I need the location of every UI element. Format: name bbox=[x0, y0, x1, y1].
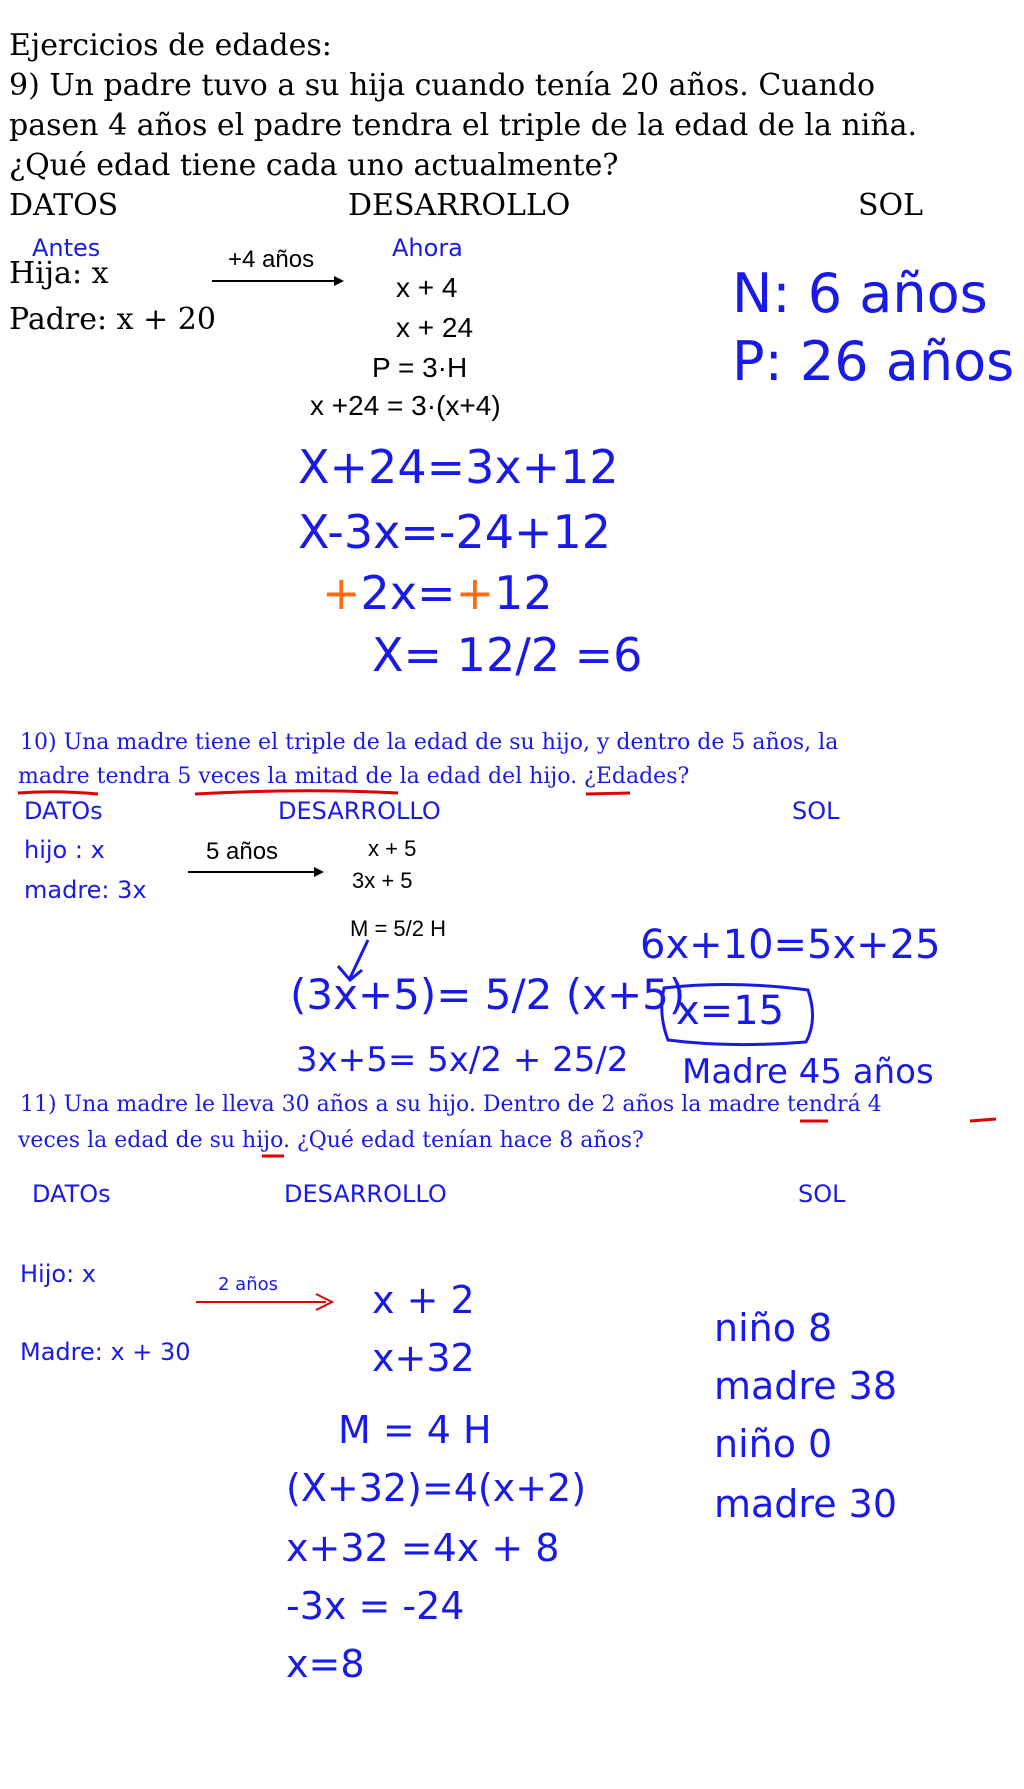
problem-9-line-3: ¿Qué edad tiene cada uno actualmente? bbox=[9, 148, 619, 183]
p9-ahora-label: Ahora bbox=[392, 234, 463, 262]
p11-step-3: -3x = -24 bbox=[286, 1584, 465, 1628]
p11-hijo: Hijo: x bbox=[20, 1260, 96, 1288]
p11-col-datos: DATOs bbox=[32, 1180, 111, 1208]
problem-11-line-1: 11) Una madre le lleva 30 años a su hijo. Dentro de 2 años la madre tendrá 4 bbox=[20, 1092, 882, 1117]
p9-solution-padre: P: 26 años bbox=[732, 330, 1015, 393]
p10-solution-x: x=15 bbox=[676, 988, 785, 1034]
p10-expr-madre: 3x + 5 bbox=[352, 868, 413, 893]
p9-equation: x +24 = 3·(x+4) bbox=[310, 390, 501, 421]
p11-col-sol: SOL bbox=[798, 1180, 846, 1208]
p9-step-4: X= 12/2 =6 bbox=[372, 628, 643, 682]
p9-step-3: +2x=+12 bbox=[322, 566, 553, 620]
p11-expr-hijo: x + 2 bbox=[372, 1278, 475, 1322]
problem-11-line-2: veces la edad de su hijo. ¿Qué edad tenían hace 8 años? bbox=[18, 1128, 644, 1153]
p11-solution-2: madre 38 bbox=[714, 1364, 898, 1408]
problem-10-line-1: 10) Una madre tiene el triple de la edad de su hijo, y dentro de 5 años, la bbox=[20, 730, 839, 755]
problem-9-line-1: 9) Un padre tuvo a su hija cuando tenía 20 años. Cuando bbox=[9, 68, 876, 103]
p10-col-datos: DATOs bbox=[24, 797, 103, 825]
p9-col-desarrollo: DESARROLLO bbox=[348, 188, 571, 223]
p11-solution-3: niño 0 bbox=[714, 1422, 833, 1466]
p9-hija: Hija: x bbox=[9, 256, 109, 291]
p10-solution-madre: Madre 45 años bbox=[682, 1052, 934, 1092]
p10-expr-hijo: x + 5 bbox=[368, 836, 417, 861]
p9-col-sol: SOL bbox=[858, 188, 924, 223]
p9-step-2: X-3x=-24+12 bbox=[298, 505, 612, 559]
p11-step-4: x=8 bbox=[286, 1642, 365, 1686]
p9-step-1: X+24=3x+12 bbox=[298, 440, 619, 494]
p9-solution-nina: N: 6 años bbox=[732, 262, 988, 325]
p9-expr-padre: x + 24 bbox=[396, 312, 474, 343]
p11-col-desarrollo: DESARROLLO bbox=[284, 1180, 447, 1208]
p9-arrow-label: +4 años bbox=[228, 246, 315, 273]
p9-padre: Padre: x + 20 bbox=[9, 302, 216, 337]
problem-10-line-2: madre tendra 5 veces la mitad de la edad del hijo. ¿Edades? bbox=[18, 764, 690, 789]
p10-solution-equation: 6x+10=5x+25 bbox=[640, 922, 941, 968]
p11-madre: Madre: x + 30 bbox=[20, 1338, 191, 1366]
section-heading: Ejercicios de edades: bbox=[9, 28, 332, 63]
p11-step-2: x+32 =4x + 8 bbox=[286, 1526, 560, 1570]
p9-antes-label: Antes bbox=[32, 234, 101, 262]
p10-col-sol: SOL bbox=[792, 797, 840, 825]
p9-expr-hija: x + 4 bbox=[396, 272, 458, 303]
p10-relation: M = 5/2 H bbox=[350, 916, 446, 941]
p9-relation: P = 3·H bbox=[372, 352, 468, 383]
problem-9-line-2: pasen 4 años el padre tendra el triple de la edad de la niña. bbox=[9, 108, 918, 143]
p10-madre: madre: 3x bbox=[24, 876, 147, 904]
p10-hijo: hijo : x bbox=[24, 836, 105, 864]
p11-arrow-label: 2 años bbox=[218, 1274, 279, 1295]
p11-relation: M = 4 H bbox=[338, 1408, 492, 1452]
p10-col-desarrollo: DESARROLLO bbox=[278, 797, 441, 825]
p10-step-1: (3x+5)= 5/2 (x+5) bbox=[290, 970, 686, 1019]
p11-solution-4: madre 30 bbox=[714, 1482, 898, 1526]
p10-arrow-label: 5 años bbox=[206, 838, 279, 865]
p10-step-2: 3x+5= 5x/2 + 25/2 bbox=[296, 1040, 629, 1080]
p11-step-1: (X+32)=4(x+2) bbox=[286, 1466, 587, 1510]
p11-solution-1: niño 8 bbox=[714, 1306, 833, 1350]
p11-expr-madre: x+32 bbox=[372, 1336, 475, 1380]
p9-col-datos: DATOS bbox=[9, 188, 119, 223]
